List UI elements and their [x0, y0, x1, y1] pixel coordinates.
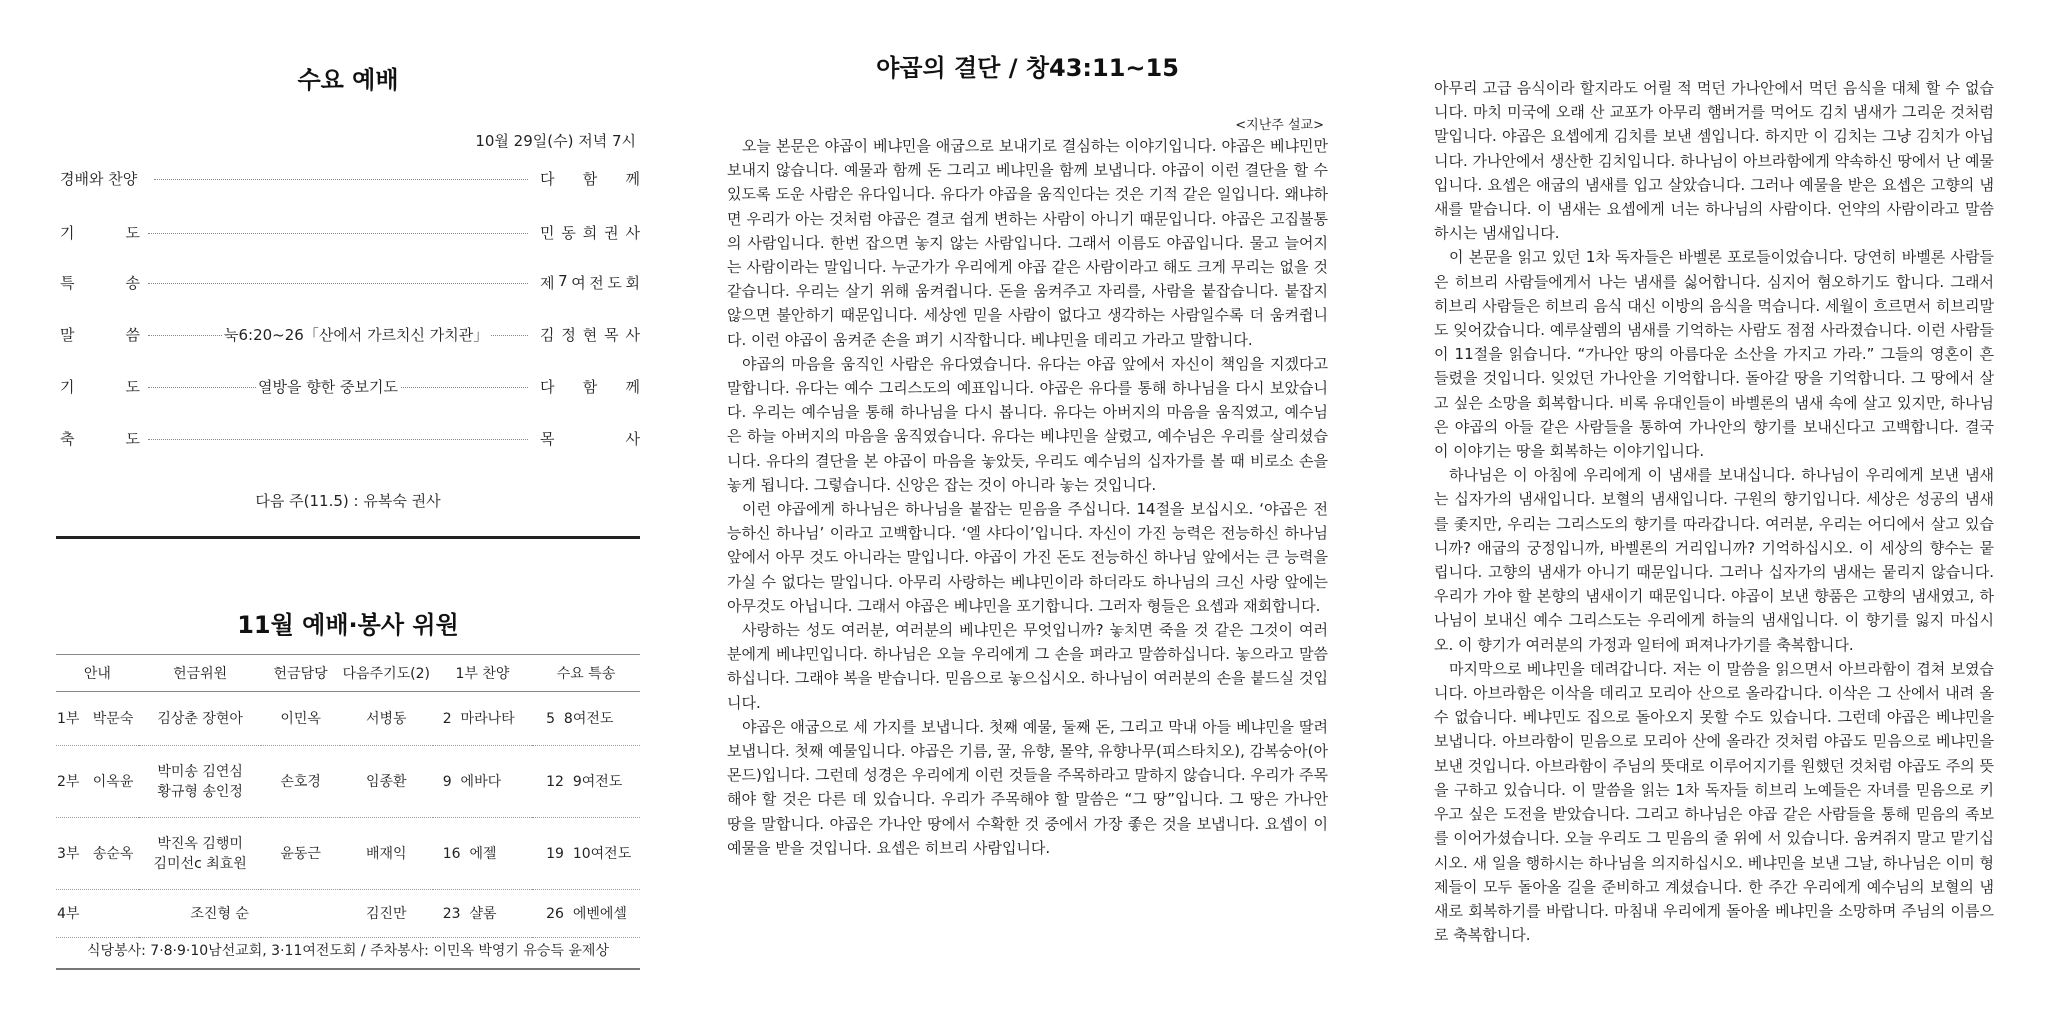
header-special: 수요 특송: [532, 655, 640, 692]
order-leader: 민 동 희 권 사: [540, 224, 640, 242]
staff-prayer: 임종환: [340, 746, 433, 818]
staff-charge: 윤동근: [261, 818, 339, 890]
header-guide: 안내: [56, 655, 139, 692]
staff-special: 26 에벤에셀: [532, 890, 640, 938]
order-leader: 목 사: [540, 430, 640, 448]
staff-special: 12 9여전도: [532, 746, 640, 818]
staff-row: [56, 692, 640, 746]
sermon-paragraph: 이런 야곱에게 하나님은 하나님을 붙잡는 믿음을 주십니다. 14절을 보십시오. ‘야곱은 전능하신 하나님’ 이라고 고백합니다. ‘엘 샤다이’입니다. 자신이 가진 능력은 전능하신 하나님 앞에서 아무 것도 아니라는 말입니다. 야곱이 가진 돈도 전능하신 하나님 앞에서는 큰 능력을 가실 수 없다는 말입니다. 아무리 사랑하는 베냐민이라 하더라도 하나님의 크신 사랑 앞에는 아무것도 아닙니다. 그래서 야곱은 베냐민을 포기합니다. 그러자 형들은 요셉과 재회합니다.: [727, 500, 1328, 615]
order-label: 말 씀: [60, 326, 140, 344]
sermon-paragraph: 사랑하는 성도 여러분, 여러분의 베냐민은 무엇입니까? 놓치면 죽을 것 같은 그것이 여러분에게 베냐민입니다. 하나님은 오늘 우리에게 그 손을 펴라고 말씀하십니다. 놓으라고 말씀하십니다. 그래야 복을 받습니다. 믿음으로 놓으십시오. 하나님이 여러분의 손을 붙드실 것입니다.: [727, 621, 1328, 712]
order-leader: 다 함 께: [540, 170, 640, 188]
sermon-paragraph: 야곱은 애굽으로 세 가지를 보냅니다. 첫째 예물, 둘째 돈, 그리고 막내 아들 베냐민을 딸려 보냅니다. 첫째 예물입니다. 야곱은 기름, 꿀, 유향, 몰약, 유향나무(피스타치오), 감복숭아(아몬드)입니다. 그런데 성경은 우리에게 이런 것들을 주목하라고 말하지 않습니다. 우리가 주목해야 할 것은 다른 데 있습니다. 우리가 주목해야 할 말씀은 “그 땅”입니다. 그 땅은 가나안 땅을 말합니다. 야곱은 가나안 땅에서 수확한 것 중에서 가장 좋은 것을 보냅니다. 요셉이 이 예물을 받을 것입니다. 요셉은 히브리 사람입니다.: [727, 717, 1328, 857]
staff-praise: 9 에바다: [433, 746, 532, 818]
staff-offering: 김상춘 장현아: [139, 692, 262, 746]
staff-prayer: 배재익: [340, 818, 433, 890]
staff-title: 11월 예배·봉사 위원: [237, 611, 459, 639]
staff-table: [56, 654, 640, 938]
staff-row: [56, 746, 640, 818]
header-prayer: 다음주기도(2): [340, 655, 433, 692]
staff-header-row: [56, 655, 640, 692]
order-row: [56, 428, 640, 450]
staff-charge: 이민옥: [261, 692, 339, 746]
order-leader: 김 정 현 목 사: [540, 326, 640, 344]
header-offering: 헌금위원: [139, 655, 262, 692]
staff-charge: [261, 890, 339, 938]
order-row: [56, 222, 640, 244]
staff-charge: 손호경: [261, 746, 339, 818]
order-row: [56, 324, 640, 346]
worship-date: 10월 29일(수) 저녁 7시: [475, 132, 636, 150]
sermon-title: 야곱의 결단 / 창43:11~15: [876, 54, 1179, 82]
sermon-continued-body: [1434, 76, 1994, 947]
staff-row: [56, 818, 640, 890]
header-praise: 1부 찬양: [433, 655, 532, 692]
leader-dots: [154, 179, 528, 180]
staff-guide: 1부 박문숙: [56, 692, 139, 746]
staff-praise: 2 마라나타: [433, 692, 532, 746]
order-row: [56, 376, 640, 398]
order-row: [56, 168, 640, 190]
leader-dots: [148, 233, 528, 234]
order-label: 축 도: [60, 430, 140, 448]
worship-title: 수요 예배: [297, 66, 399, 94]
order-detail: 눅6:20~26「산에서 가르치신 가치관」: [224, 326, 489, 344]
staff-guide: 3부 송순옥: [56, 818, 139, 890]
staff-praise: 16 에젤: [433, 818, 532, 890]
sermon-body: [727, 134, 1328, 860]
order-label: 경배와 찬양: [60, 170, 138, 188]
section-divider: [56, 536, 640, 539]
header-charge: 헌금담당: [261, 655, 339, 692]
staff-row: [56, 890, 640, 938]
sermon-source: <지난주 설교>: [1235, 118, 1324, 133]
order-row: [56, 272, 640, 294]
order-detail: 열방을 향한 중보기도: [258, 378, 398, 396]
staff-guide: 2부 이옥윤: [56, 746, 139, 818]
staff-guide: 4부: [56, 890, 139, 938]
sermon-paragraph: 야곱의 마음을 움직인 사람은 유다였습니다. 유다는 야곱 앞에서 자신이 책임을 지겠다고 말합니다. 유다는 예수 그리스도의 예표입니다. 야곱은 유다를 통해 하나님을 다시 보았습니다. 우리는 예수님을 통해 하나님을 다시 봅니다. 유다는 아버지의 마음을 움직였고, 예수님은 하늘 아버지의 마음을 움직였습니다. 유다는 베냐민을 살렸고, 예수님은 우리를 살리셨습니다. 유다의 결단을 본 야곱이 마음을 놓았듯, 우리도 예수님의 십자가를 볼 때 비로소 손을 놓게 됩니다. 그렇습니다. 신앙은 잡는 것이 아니라 놓는 것입니다.: [727, 354, 1328, 494]
leader-dots: [148, 439, 528, 440]
service-footer: 식당봉사: 7·8·9·10남선교회, 3·11여전도회 / 주차봉사: 이민옥 박영기 유승득 윤제상: [56, 940, 640, 970]
staff-special: 5 8여전도: [532, 692, 640, 746]
sermon-paragraph: 이 본문을 읽고 있던 1차 독자들은 바벨론 포로들이었습니다. 당연히 바벨론 사람들은 히브리 사람들에게서 나는 냄새를 싫어합니다. 심지어 혐오하기도 합니다. 그래서 히브리 사람들은 히브리 음식 대신 이방의 음식을 먹습니다. 세월이 흐르면서 히브리말도 잊어갔습니다. 예루살렘의 냄새를 기억하는 사람도 점점 사라졌습니다. 이런 사람들이 11절을 읽습니다. “가나안 땅의 아름다운 소산을 가지고 가라.” 그들의 영혼이 흔들렸을 것입니다. 잊었던 가나안을 기억합니다. 돌아갈 땅을 기억합니다. 그 땅에서 살고 싶은 소망을 회복합니다. 비록 유대인들이 바벨론의 냄새 속에 살고 있지만, 하나님은 야곱의 아들 같은 사람들을 통하여 가나안의 향기를 보내신다고 고백합니다. 결국 이 이야기는 땅을 회복하는 이야기입니다.: [1434, 248, 1994, 461]
staff-special: 19 10여전도: [532, 818, 640, 890]
staff-offering: 조진형 순: [139, 890, 262, 938]
leader-dots: [148, 283, 528, 284]
order-leader: 다 함 께: [540, 378, 640, 396]
staff-body: [56, 692, 640, 938]
staff-offering: 박진옥 김행미 김미선c 최효원: [139, 818, 262, 890]
staff-praise: 23 샬롬: [433, 890, 532, 938]
next-week-prayer: 다음 주(11.5) : 유복숙 권사: [255, 492, 441, 510]
sermon-paragraph: 하나님은 이 아침에 우리에게 이 냄새를 보내십니다. 하나님이 우리에게 보낸 냄새는 십자가의 냄새입니다. 보혈의 냄새입니다. 구원의 향기입니다. 세상은 성공의 냄새를 좇지만, 우리는 그리스도의 향기를 따라갑니다. 여러분, 우리는 어디에서 살고 있습니까? 애굽의 궁정입니까, 바벨론의 거리입니까? 기억하십시오. 이 세상의 향수는 뭍립니다. 고향의 냄새가 아니기 때문입니다. 그러나 십자가의 냄새는 뭍리지 않습니다. 우리가 가야 할 본향의 냄새이기 때문입니다. 야곱이 보낸 향품은 고향의 냄새였고, 하나님이 보내신 예수 그리스도는 우리에게 하늘의 냄새입니다. 이 향기를 잃지 마십시오. 이 향기가 여러분의 가정과 일터에 퍼져나가기를 축복합니다.: [1434, 466, 1994, 654]
sermon-paragraph: 아무리 고급 음식이라 할지라도 어릴 적 먹던 가나안에서 먹던 음식을 대체 할 수 없습니다. 마치 미국에 오래 산 교포가 아무리 햄버거를 먹어도 김치 냄새가 그리운 것처럼 말입니다. 야곱은 요셉에게 김치를 보낸 셈입니다. 하지만 이 김치는 그냥 김치가 아닙니다. 가나안에서 생산한 김치입니다. 하나님이 아브라함에게 약속하신 땅에서 난 예물입니다. 요셉은 애굽의 냄새를 입고 살았습니다. 그러나 예물을 받은 요셉은 고향의 냄새를 맡습니다. 이 냄새는 요셉에게 너는 하나님의 사람이다. 언약의 사람이라고 말씀하시는 냄새입니다.: [1434, 79, 1994, 243]
staff-offering: 박미송 김연심 황규형 송인정: [139, 746, 262, 818]
staff-prayer: 김진만: [340, 890, 433, 938]
order-label: 기 도: [60, 224, 140, 242]
order-label: 특 송: [60, 274, 140, 292]
staff-prayer: 서병동: [340, 692, 433, 746]
sermon-paragraph: 오늘 본문은 야곱이 베냐민을 애굽으로 보내기로 결심하는 이야기입니다. 야곱은 베냐민만 보내지 않습니다. 예물과 함께 돈 그리고 베냐민을 함께 보냅니다. 야곱이 이런 결단을 할 수 있도록 도운 사람은 유다입니다. 유다가 야곱을 움직인다는 것은 기적 같은 일입니다. 왜냐하면 우리가 아는 것처럼 야곱은 결코 쉽게 변하는 사람이 아니기 때문입니다. 야곱은 고집불통의 사람입니다. 한번 잡으면 놓지 않는 사람입니다. 그래서 이름도 야곱입니다. 물고 늘어지는 사람이라는 말입니다. 누군가가 우리에게 야곱 같은 사람이라고 해도 크게 무리는 없을 것 같습니다. 우리는 살기 위해 움켜쥡니다. 돈을 움켜주고 자리를, 사람을 붙잡습니다. 붙잡지 않으면 불안하기 때문입니다. 세상엔 믿을 사람이 없다고 생각하는 사람일수록 더 움켜쥡니다. 이런 야곱이 움켜준 손을 펴기 시작합니다. 베냐민을 데리고 가라고 말합니다.: [727, 137, 1328, 349]
sermon-paragraph: 마지막으로 베냐민을 데려갑니다. 저는 이 말씀을 읽으면서 아브라함이 겹쳐 보였습니다. 아브라함은 이삭을 데리고 모리아 산으로 올라갑니다. 이삭은 그 산에서 내려 올 수 없습니다. 베냐민도 집으로 돌아오지 못할 수도 있습니다. 그런데 야곱은 베냐민을 보냅니다. 아브라함이 믿음으로 모리아 산에 올라간 것처럼 야곱도 믿음으로 베냐민을 보낸 것입니다. 아브라함이 주님의 뜻대로 이루어지기를 원했던 것처럼 야곱도 주의 뜻을 구하고 있습니다. 이 말씀을 읽는 1차 독자들 히브리 노예들은 자녀를 믿음으로 키우고 싶은 도전을 받았습니다. 그리고 하나님은 야곱 같은 사람들을 통해 믿음의 족보를 이어가셨습니다. 오늘 우리도 그 믿음의 줄 위에 서 있습니다. 움켜쥐지 말고 맡기십시오. 새 일을 행하시는 하나님을 의지하십시오. 베냐민을 보낸 그날, 하나님은 이미 형제들이 모두 돌아올 길을 준비하고 계셨습니다. 한 주간 우리에게 예수님의 보혈의 냄새로 회복하기를 바랍니다. 마침내 우리에게 돌아올 베냐민을 소망하며 주님의 이름으로 축복합니다.: [1434, 659, 1994, 945]
order-label: 기 도: [60, 378, 140, 396]
order-leader: 제 7 여 전 도 회: [540, 272, 640, 292]
